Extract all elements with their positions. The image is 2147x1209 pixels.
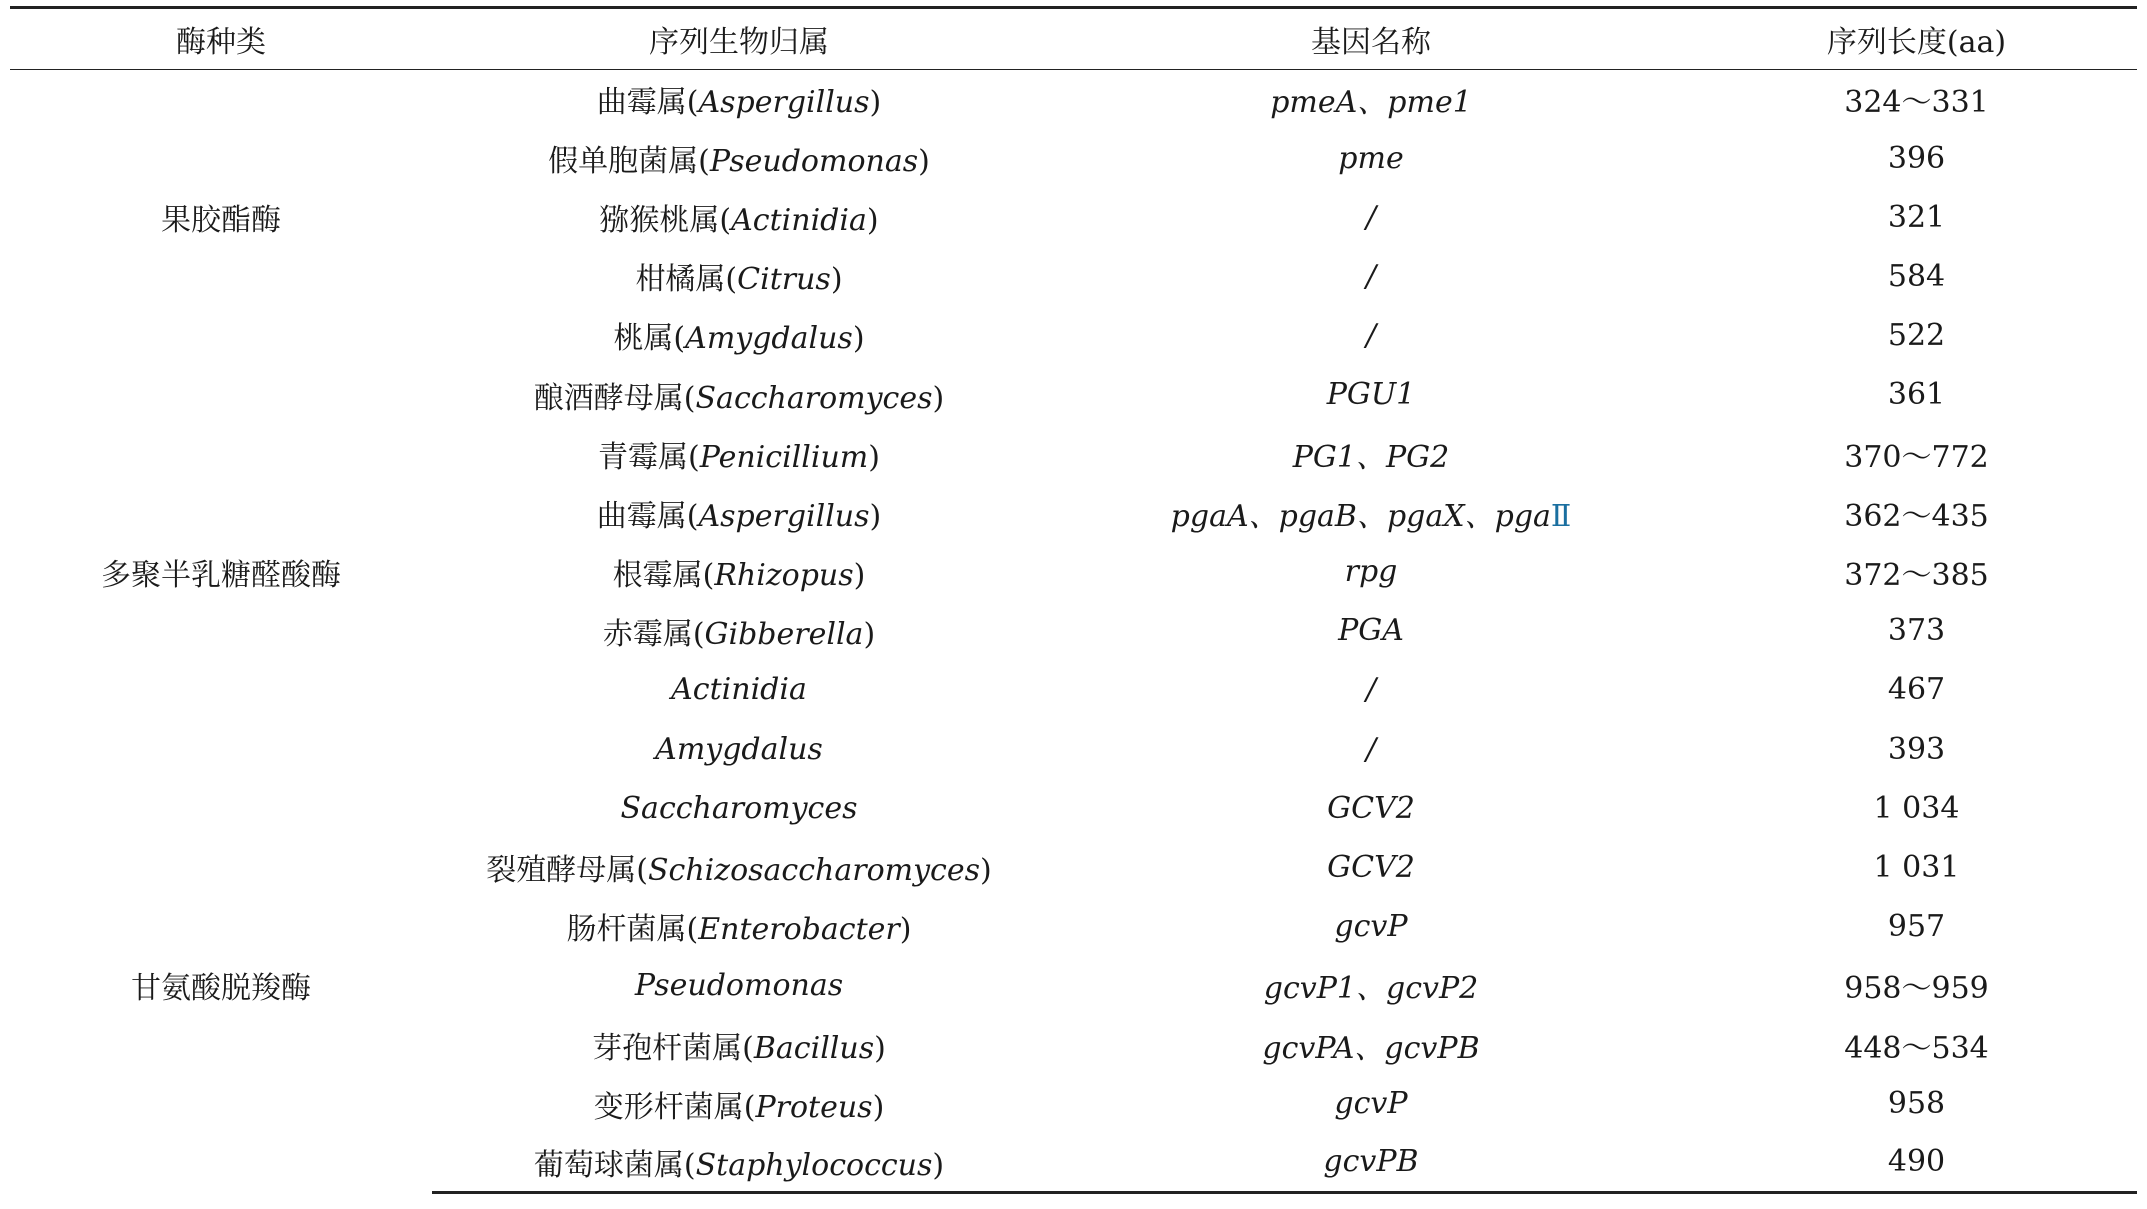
organism-close-paren: ) [869, 85, 882, 121]
gene-name-cell [1046, 1074, 1696, 1133]
gene-name: / [1365, 258, 1377, 294]
header-gene-name: 基因名称 [1046, 8, 1696, 70]
gene-name-cell [1046, 247, 1696, 306]
organism-latin-name: Saccharomyces [695, 380, 933, 416]
table-header [10, 8, 2137, 70]
table-body [10, 70, 2137, 1193]
organism-latin-name: Saccharomyces [620, 790, 858, 826]
organism-latin-name: Aspergillus [698, 498, 870, 534]
enzyme-gene-table-container [10, 6, 2137, 1194]
sequence-length-cell: 1 034 [1873, 790, 1960, 826]
gene-name-cell [1046, 1015, 1696, 1074]
gene-name: GCV2 [1327, 849, 1415, 885]
gene-name: / [1365, 317, 1377, 353]
organism-latin-name: Actinidia [731, 203, 867, 239]
sequence-length-cell: 957 [1887, 908, 1946, 944]
organism-chinese-name: 桃属( [613, 321, 686, 357]
organism-cell [432, 424, 1046, 483]
gene-name: PGA [1338, 613, 1404, 649]
organism-chinese-name: 葡萄球菌属( [533, 1147, 696, 1183]
organism-close-paren: ) [868, 439, 880, 475]
organism-latin-name: Bacillus [753, 1030, 875, 1066]
gene-name: PG1、PG2 [1292, 439, 1450, 475]
organism-cell [432, 542, 1046, 601]
gene-name-cell [1046, 1133, 1696, 1192]
organism-close-paren: ) [853, 557, 866, 593]
sequence-length-cell: 448～534 [1844, 1030, 1989, 1066]
sequence-length-cell: 324～331 [1844, 85, 1989, 121]
gene-name: gcvP [1334, 908, 1408, 944]
organism-latin-name: Rhizopus [714, 557, 854, 593]
organism-cell [432, 601, 1046, 660]
organism-close-paren: ) [899, 912, 912, 948]
organism-chinese-name: 裂殖酵母属( [486, 853, 648, 889]
organism-cell [432, 720, 1046, 779]
organism-chinese-name: 曲霉属( [596, 85, 699, 121]
enzyme-type-cell: 多聚半乳糖醛酸酶 [101, 557, 341, 593]
organism-cell [432, 188, 1046, 247]
organism-close-paren: ) [918, 144, 930, 180]
gene-name-cell [1046, 365, 1696, 424]
organism-latin-name: Citrus [737, 262, 831, 298]
gene-name-cell [1046, 424, 1696, 483]
organism-close-paren: ) [852, 321, 865, 357]
organism-chinese-name: 曲霉属( [596, 498, 699, 534]
sequence-length-cell: 372～385 [1844, 557, 1989, 593]
organism-latin-name: Pseudomonas [709, 144, 919, 180]
sequence-length-cell: 958 [1887, 1086, 1946, 1122]
organism-cell [432, 1015, 1046, 1074]
organism-latin-name: Aspergillus [698, 85, 870, 121]
sequence-length-cell: 373 [1887, 613, 1946, 649]
gene-name: / [1365, 731, 1377, 767]
sequence-length-cell: 370～772 [1844, 439, 1989, 475]
organism-close-paren: ) [869, 498, 882, 534]
gene-name-cell [1046, 779, 1696, 838]
organism-latin-name: Schizosaccharomyces [648, 853, 980, 889]
gene-name-cell [1046, 660, 1696, 719]
organism-cell [432, 306, 1046, 365]
gene-name-cell [1046, 188, 1696, 247]
organism-latin-name: Amygdalus [685, 321, 853, 357]
organism-cell [432, 838, 1046, 897]
header-organism: 序列生物归属 [432, 8, 1046, 70]
organism-close-paren: ) [932, 1147, 945, 1183]
organism-chinese-name: 变形杆菌属( [593, 1089, 756, 1125]
organism-latin-name: Actinidia [671, 672, 807, 708]
gene-name-cell [1046, 70, 1696, 129]
sequence-length-cell: 321 [1887, 199, 1946, 235]
gene-name: pgaA、pgaB、pgaX、pga [1170, 498, 1551, 534]
sequence-length-cell: 396 [1887, 140, 1946, 176]
organism-cell [432, 956, 1046, 1015]
gene-name-suffix: Ⅱ [1550, 498, 1572, 534]
gene-name-cell [1046, 483, 1696, 542]
gene-name: / [1365, 199, 1377, 235]
sequence-length-cell: 522 [1887, 317, 1946, 353]
gene-name-cell [1046, 542, 1696, 601]
organism-latin-name: Pseudomonas [634, 967, 844, 1003]
organism-chinese-name: 赤霉属( [602, 616, 705, 652]
table-row [10, 70, 2137, 129]
sequence-length-cell: 584 [1887, 258, 1946, 294]
organism-latin-name: Enterobacter [698, 912, 900, 948]
sequence-length-cell: 467 [1887, 672, 1946, 708]
header-enzyme-type: 酶种类 [10, 8, 432, 70]
table-row [10, 779, 2137, 838]
organism-latin-name: Amygdalus [655, 731, 823, 767]
gene-name: GCV2 [1327, 790, 1415, 826]
organism-close-paren: ) [872, 1089, 885, 1125]
organism-cell [432, 660, 1046, 719]
organism-chinese-name: 假单胞菌属( [548, 144, 710, 180]
organism-close-paren: ) [830, 262, 843, 298]
organism-chinese-name: 根霉属( [612, 557, 715, 593]
header-sequence-length: 序列长度(aa) [1696, 8, 2137, 70]
gene-name: PGU1 [1326, 377, 1416, 413]
gene-name: / [1365, 672, 1377, 708]
organism-chinese-name: 肠杆菌属( [566, 912, 699, 948]
gene-name: gcvPA、gcvPB [1262, 1030, 1480, 1066]
organism-close-paren: ) [932, 380, 945, 416]
organism-cell [432, 1074, 1046, 1133]
sequence-length-cell: 958～959 [1844, 971, 1989, 1007]
organism-latin-name: Gibberella [704, 616, 864, 652]
organism-chinese-name: 酿酒酵母属( [533, 380, 696, 416]
gene-name: gcvPB [1323, 1144, 1419, 1180]
gene-name-cell [1046, 306, 1696, 365]
organism-chinese-name: 柑橘属( [635, 262, 738, 298]
gene-name: gcvP [1334, 1086, 1408, 1122]
gene-name: rpg [1344, 554, 1398, 590]
sequence-length-cell: 490 [1696, 1133, 2137, 1192]
organism-cell [432, 897, 1046, 956]
organism-cell [432, 1133, 1046, 1192]
organism-latin-name: Staphylococcus [695, 1147, 933, 1183]
organism-latin-name: Proteus [755, 1089, 873, 1125]
organism-cell [432, 247, 1046, 306]
enzyme-type-cell: 果胶酯酶 [161, 203, 281, 239]
organism-chinese-name: 芽孢杆菌属( [592, 1030, 754, 1066]
gene-name-cell [1046, 129, 1696, 188]
gene-name: pmeA、pme1 [1270, 85, 1472, 121]
organism-latin-name: Penicillium [699, 439, 869, 475]
sequence-length-cell: 1 031 [1873, 849, 1960, 885]
gene-name: pme [1338, 140, 1404, 176]
gene-name-cell [1046, 601, 1696, 660]
gene-name: gcvP1、gcvP2 [1263, 971, 1479, 1007]
organism-cell [432, 365, 1046, 424]
sequence-length-cell: 362～435 [1844, 498, 1989, 534]
organism-cell [432, 129, 1046, 188]
organism-cell [432, 779, 1046, 838]
organism-close-paren: ) [866, 203, 879, 239]
gene-name-cell [1046, 956, 1696, 1015]
enzyme-type-cell: 甘氨酸脱羧酶 [131, 971, 311, 1007]
organism-close-paren: ) [874, 1030, 886, 1066]
gene-name-cell [1046, 897, 1696, 956]
gene-name-cell [1046, 838, 1696, 897]
organism-chinese-name: 青霉属( [598, 439, 700, 475]
organism-chinese-name: 猕猴桃属( [599, 203, 732, 239]
enzyme-gene-table [10, 6, 2137, 1194]
header-row [10, 8, 2137, 70]
organism-cell [432, 483, 1046, 542]
table-row [10, 365, 2137, 424]
gene-name-cell [1046, 720, 1696, 779]
sequence-length-cell: 393 [1887, 731, 1946, 767]
sequence-length-cell: 361 [1887, 377, 1946, 413]
organism-cell [432, 70, 1046, 129]
organism-close-paren: ) [863, 616, 876, 652]
organism-close-paren: ) [979, 853, 992, 889]
